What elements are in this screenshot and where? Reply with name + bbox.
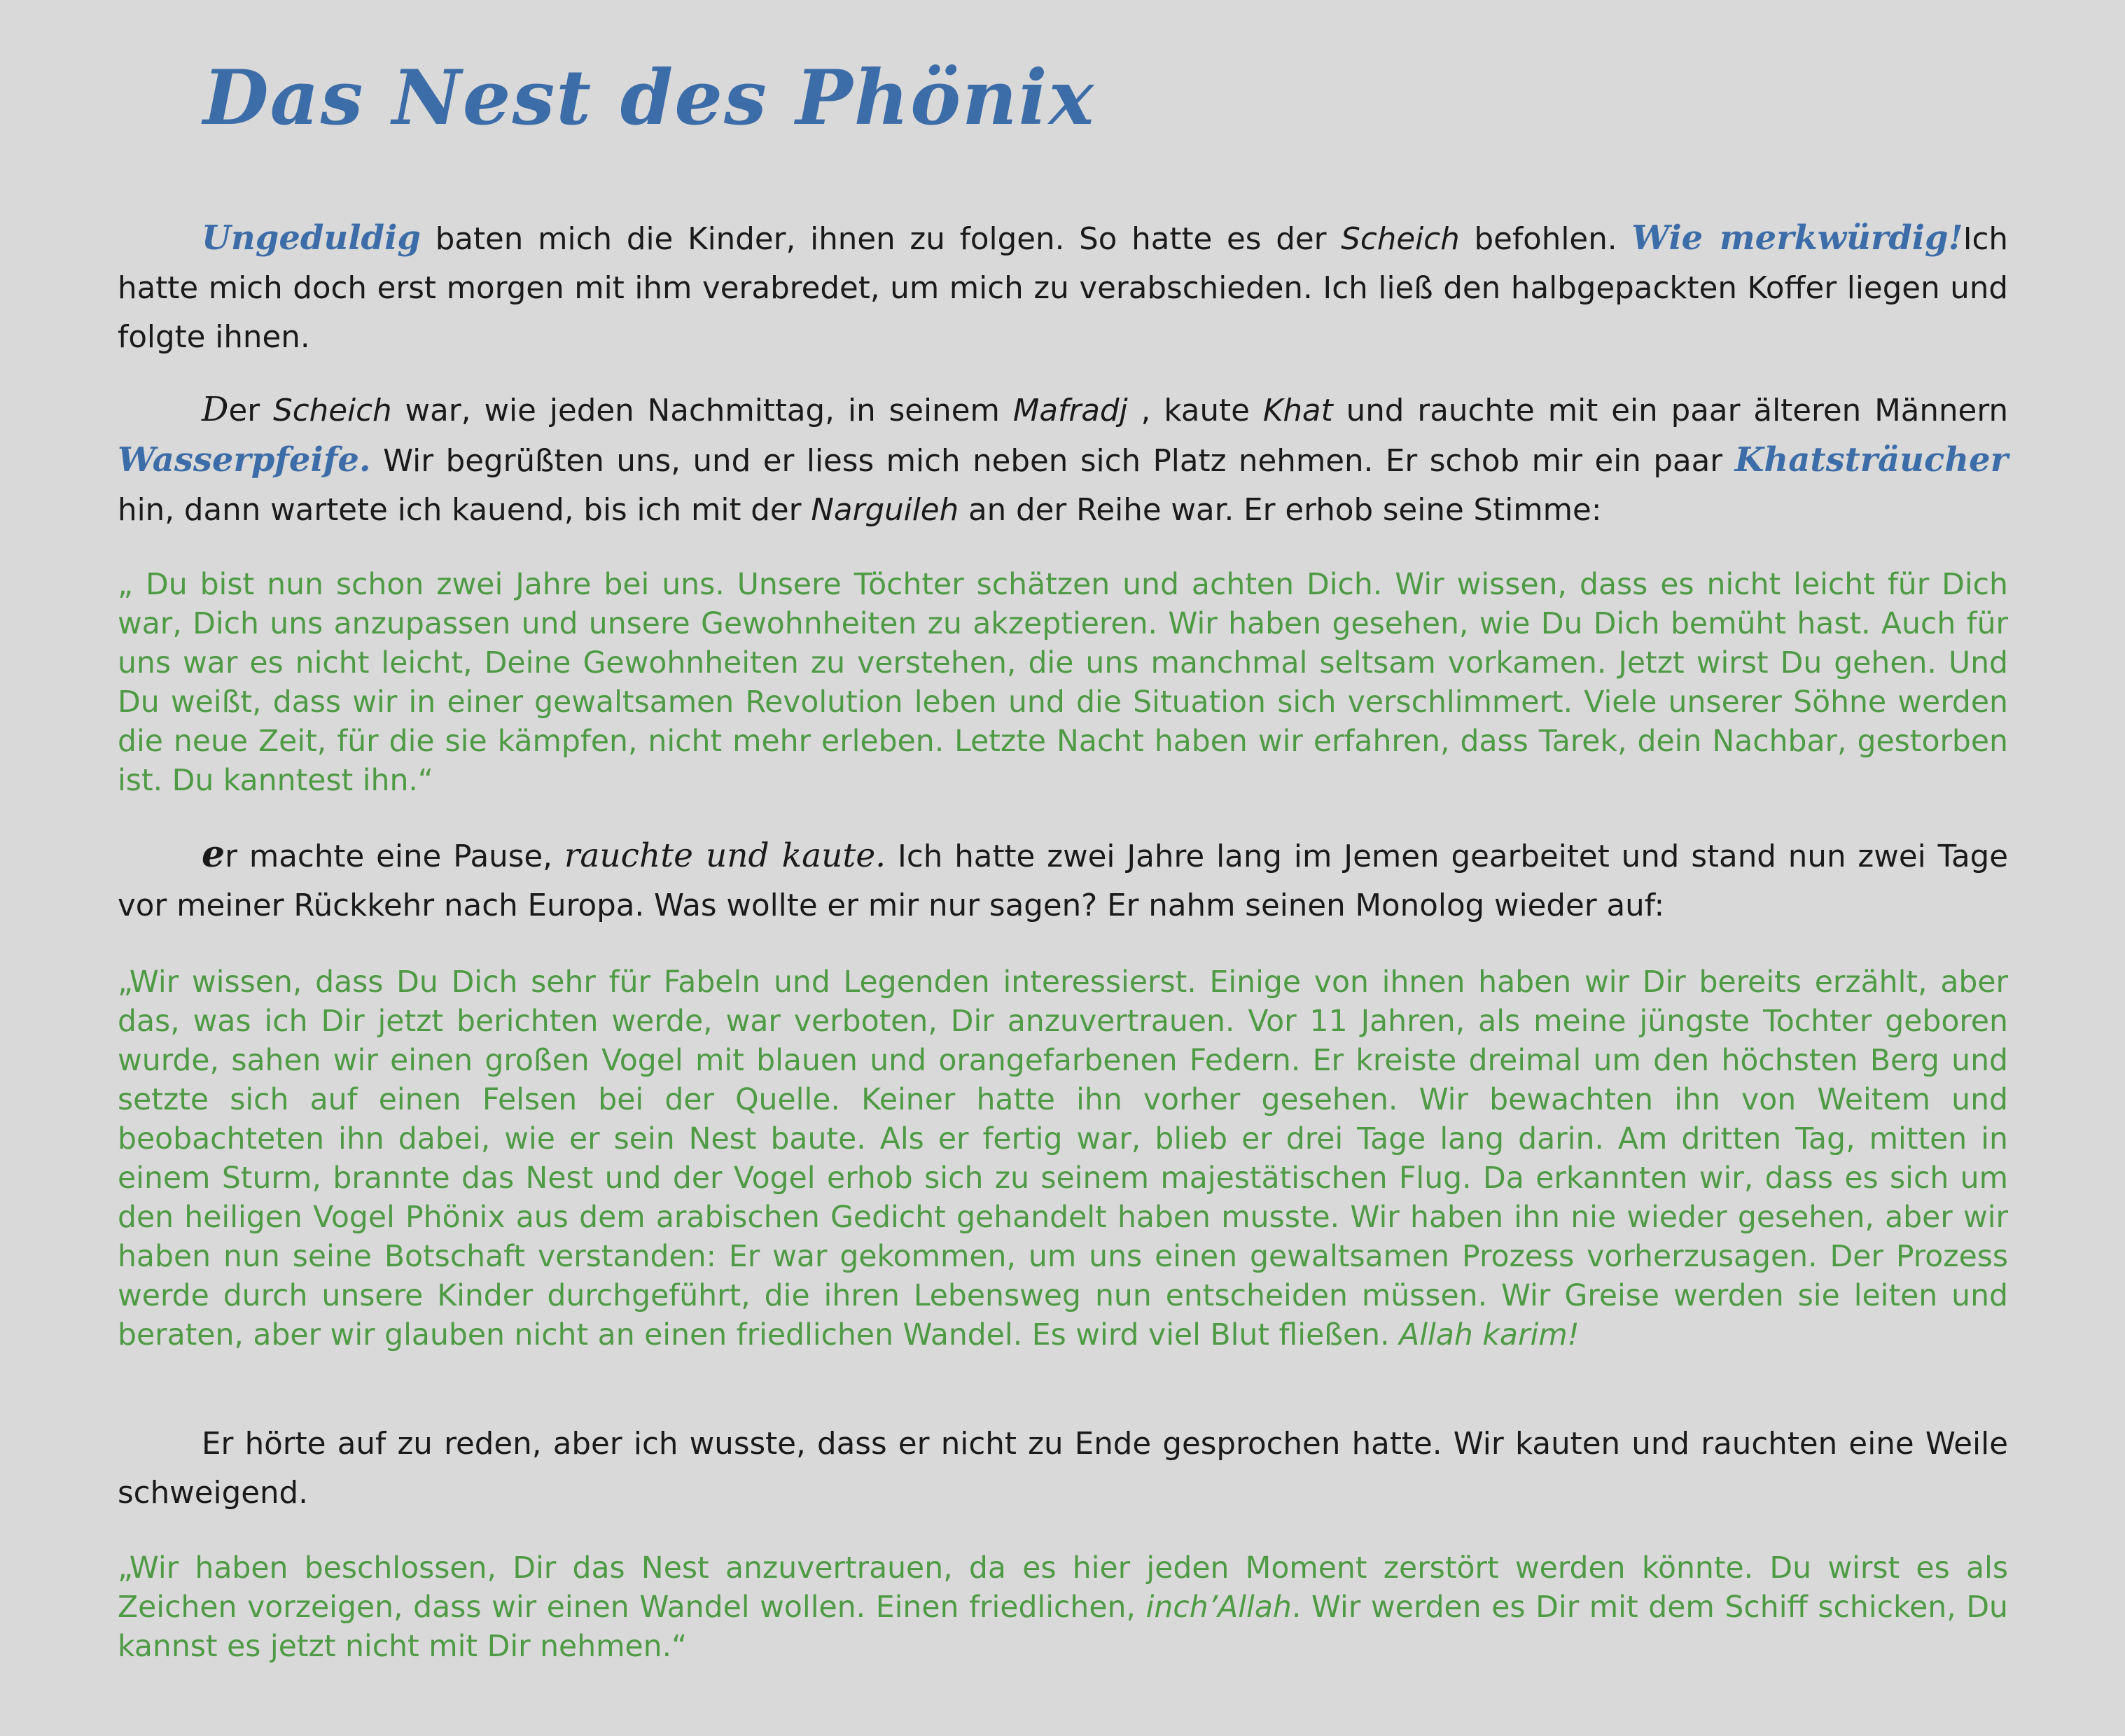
text-run: , kaute bbox=[1127, 393, 1263, 428]
quote-paragraph-1 bbox=[118, 566, 2008, 801]
text-run: er bbox=[228, 393, 274, 428]
italic-term: Scheich bbox=[273, 393, 392, 428]
paragraph-2 bbox=[118, 385, 2008, 535]
text-run: war, wie jeden Nachmittag, in seinem bbox=[391, 393, 1013, 428]
italic-term: Scheich bbox=[1341, 222, 1460, 257]
text-run: baten mich die Kinder, ihnen zu folgen. So hatte es der bbox=[420, 222, 1342, 257]
quote-paragraph-2 bbox=[118, 963, 2008, 1355]
decorative-word: Wie merkwürdig! bbox=[1631, 218, 1963, 258]
text-run: „Wir wissen, dass Du Dich sehr für Fabeln und Legenden interessierst. Einige von ihnen haben wir Dir bereits erzählt, aber das, was ich Dir jetzt berichten werde, war verboten, Dir anzuvertrauen. Vor 11 Jahren, als meine jüngste Tochter geboren wurde, sahen wir einen großen Vogel mit blauen und orangefarbenen Federn. Er kreiste dreimal um den höchsten Berg und setzte sich auf einen Felsen bei der Quelle. Keiner hatte ihn vorher gesehen. Wir bewachten ihn von Weitem und beobachteten ihn dabei, wie er sein Nest baute. Als er fertig war, blieb er drei Tage lang darin. Am dritten Tag, mitten in einem Sturm, brannte das Nest und der Vogel erhob sich zu seinem majestätischen Flug. Da erkannten wir, dass es sich um den heiligen Vogel Phönix aus dem arabischen Gedicht gehandelt haben musste. Wir haben ihn nie wieder gesehen, aber wir haben nun seine Botschaft verstanden: Er war gekommen, um uns einen gewaltsamen Prozess vorherzusagen. Der Prozess werde durch unsere Kinder durchgeführt, die ihren Lebensweg nun entscheiden müssen. Wir Greise werden sie leiten und beraten, aber wir glauben nicht an einen friedlichen Wandel. Es wird viel Blut fließen. bbox=[118, 965, 2008, 1352]
text-run: hin, dann wartete ich kauend, bis ich mit der bbox=[118, 493, 811, 528]
text-run: und rauchte mit ein paar älteren Männern bbox=[1332, 393, 2009, 428]
initial-letter: e bbox=[202, 833, 225, 876]
document-title: Das Nest des Phönix bbox=[203, 54, 1096, 142]
text-run: „ Du bist nun schon zwei Jahre bei uns. Unsere Töchter schätzen und achten Dich. Wir wissen, dass es nicht leicht für Dich war, Dich uns anzupassen und unsere Gewohnheiten zu akzeptieren. Wir haben gesehen, wie Du Dich bemüht hast. Auch für uns war es nicht leicht, Deine Gewohnheiten zu verstehen, die uns manchmal seltsam vorkamen. Jetzt wirst Du gehen. Und Du weißt, dass wir in einer gewaltsamen Revolution leben und die Situation sich verschlimmert. Viele unserer Söhne werden die neue Zeit, für die sie kämpfen, nicht mehr erleben. Letzte Nacht haben wir erfahren, dass Tarek, dein Nachbar, gestorben ist. Du kanntest ihn.“ bbox=[118, 568, 2008, 798]
decorative-word: Wasserpfeife. bbox=[118, 440, 371, 479]
text-run: r machte eine Pause, bbox=[225, 839, 564, 874]
decorative-word: Khatsträucher bbox=[1734, 440, 2008, 479]
italic-term: Narguileh bbox=[811, 493, 959, 528]
italic-term: Mafradj bbox=[1012, 393, 1128, 428]
quote-paragraph-3 bbox=[118, 1549, 2008, 1667]
paragraph-1 bbox=[118, 214, 2008, 362]
paragraph-3 bbox=[118, 830, 2008, 930]
text-run: an der Reihe war. Er erhob seine Stimme: bbox=[959, 493, 1602, 528]
decorative-word: Ungeduldig bbox=[202, 218, 421, 258]
text-run: Ich hatte mich doch erst morgen mit ihm verabredet, um mich zu verabschieden. Ich ließ den halbgepackten Koffer liegen und folgte ihnen. bbox=[118, 222, 2009, 355]
italic-term: Khat bbox=[1262, 393, 1333, 428]
text-run: Er hörte auf zu reden, aber ich wusste, dass er nicht zu Ende gesprochen hatte. Wir kauten und rauchten eine Weile schweigend. bbox=[118, 1427, 2008, 1511]
italic-term: Allah karim! bbox=[1399, 1318, 1580, 1352]
paragraph-4 bbox=[118, 1420, 2008, 1518]
text-run: Ich hatte zwei Jahre lang im Jemen gearbeitet und stand nun zwei Tage vor meiner Rückkehr nach Europa. Was wollte er mir nur sagen? Er nahm seinen Monolog wieder auf: bbox=[118, 839, 2009, 923]
text-run: befohlen. bbox=[1459, 222, 1632, 257]
initial-letter: D bbox=[202, 390, 229, 429]
text-run: „Wir haben beschlossen, Dir das Nest anzuvertrauen, da es hier jeden Moment zerstört werden könnte. Du wirst es als Zeichen vorzeigen, dass wir einen Wandel wollen. Einen friedlichen, bbox=[118, 1551, 2008, 1625]
italic-term: inch’Allah bbox=[1145, 1590, 1292, 1625]
text-run: Wir begrüßten uns, und er liess mich neben sich Platz nehmen. Er schob mir ein paar bbox=[370, 444, 1735, 479]
decorative-phrase: rauchte und kaute. bbox=[564, 836, 886, 875]
text-run: . Wir werden es Dir mit dem Schiff schicken, Du kannst es jetzt nicht mit Dir nehmen.“ bbox=[118, 1590, 2008, 1664]
